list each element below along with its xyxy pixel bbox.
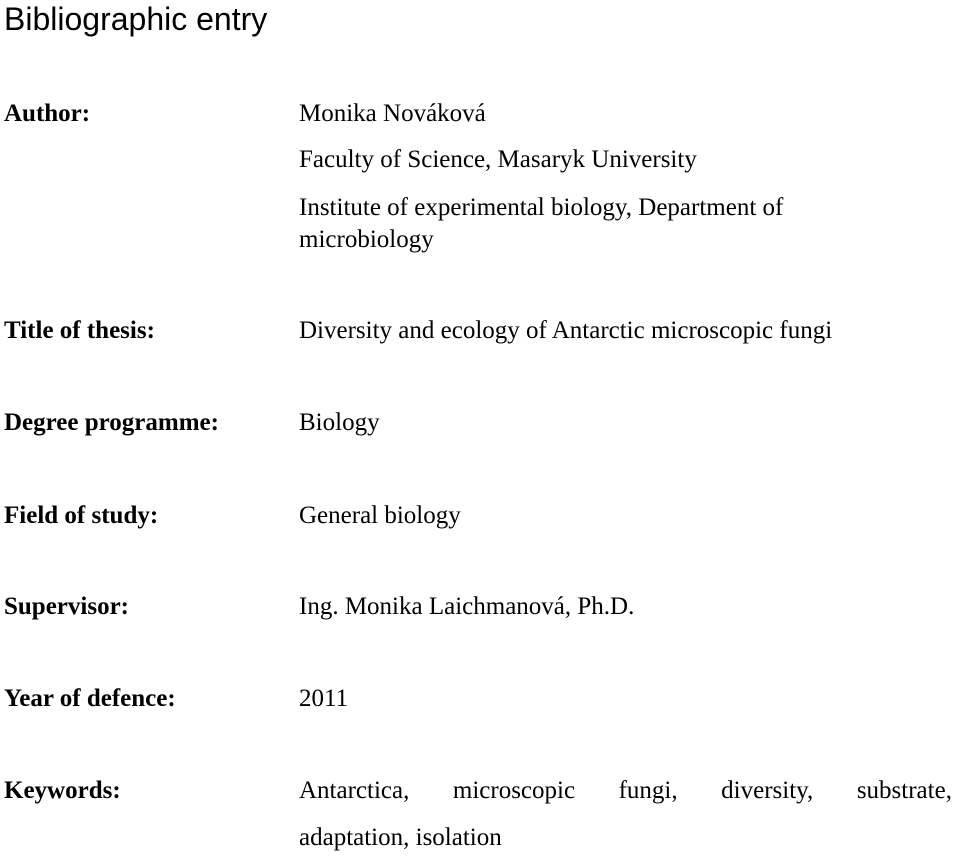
keyword: diversity, bbox=[721, 777, 814, 804]
degree-programme-value: Biology bbox=[299, 409, 380, 436]
keyword: substrate, bbox=[856, 777, 952, 804]
author-institute-line1: Institute of experimental biology, Department of bbox=[299, 194, 784, 221]
keyword: Antarctica, bbox=[299, 777, 410, 804]
year-of-defence-label: Year of defence: bbox=[4, 685, 176, 712]
author-label: Author: bbox=[4, 100, 91, 127]
thesis-title-label: Title of thesis: bbox=[4, 317, 155, 344]
year-of-defence-value: 2011 bbox=[299, 685, 349, 712]
supervisor-label: Supervisor: bbox=[4, 593, 129, 620]
field-of-study-label: Field of study: bbox=[4, 502, 159, 529]
degree-programme-label: Degree programme: bbox=[4, 409, 219, 436]
author-institute-line2: microbiology bbox=[299, 226, 434, 253]
keyword: fungi, bbox=[618, 777, 678, 804]
author-name: Monika Nováková bbox=[299, 100, 486, 127]
field-of-study-value: General biology bbox=[299, 502, 461, 529]
thesis-title-value: Diversity and ecology of Antarctic microscopic fungi bbox=[299, 317, 833, 344]
keyword: microscopic bbox=[452, 777, 576, 804]
supervisor-value: Ing. Monika Laichmanová, Ph.D. bbox=[299, 593, 635, 620]
keywords-label: Keywords: bbox=[4, 777, 121, 804]
page-title: Bibliographic entry bbox=[4, 1, 268, 37]
author-faculty: Faculty of Science, Masaryk University bbox=[299, 146, 697, 173]
keywords-line2: adaptation, isolation bbox=[299, 824, 502, 851]
keywords-line1 bbox=[299, 776, 952, 806]
